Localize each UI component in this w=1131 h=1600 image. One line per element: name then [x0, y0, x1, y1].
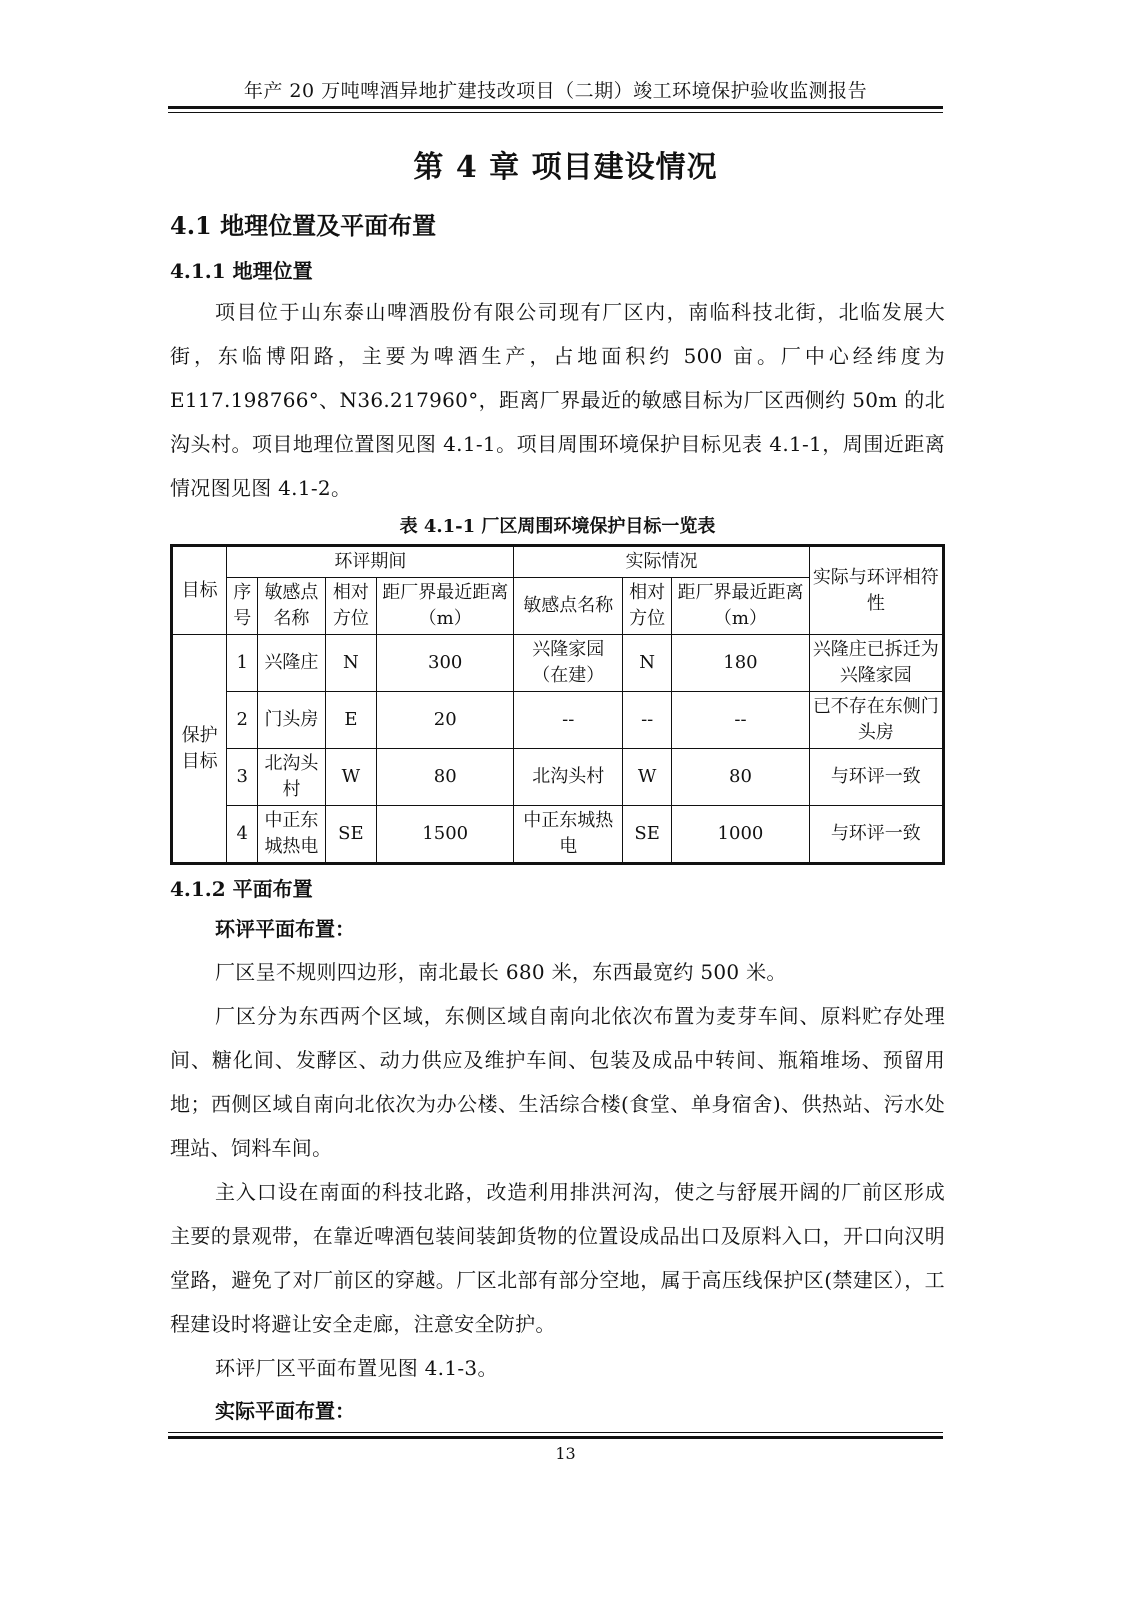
- cell-act-direction: SE: [623, 806, 672, 864]
- cell-eia-direction: N: [325, 635, 376, 692]
- header-compliance: 实际与环评相符性: [809, 546, 943, 635]
- table-row: [172, 635, 944, 692]
- header-eia-direction: 相对方位: [325, 578, 376, 635]
- layout-paragraph: 环评厂区平面布置见图 4.1-3。: [215, 1356, 498, 1380]
- cell-eia-name: 中正东城热电: [258, 806, 326, 864]
- cell-seq: 2: [227, 692, 258, 749]
- cell-act-direction: W: [623, 749, 672, 806]
- footer-rule: [168, 1432, 943, 1439]
- header-act-direction: 相对方位: [623, 578, 672, 635]
- header-act-name: 敏感点名称: [514, 578, 623, 635]
- cell-seq: 3: [227, 749, 258, 806]
- table-row: [172, 692, 944, 749]
- table-row: [172, 806, 944, 864]
- actual-layout-subtitle: 实际平面布置：: [215, 1399, 355, 1423]
- header-rule: [168, 106, 943, 113]
- layout-paragraph: 厂区分为东西两个区域，东侧区域自南向北依次布置为麦芽车间、原料贮存处理间、糖化间、发酵区、动力供应及维护车间、包装及成品中转间、瓶箱堆场、预留用地；西侧区域自南向北依次为办公楼、生活综合楼(食堂、单身宿舍)、供热站、污水处理站、饲料车间。: [170, 1004, 945, 1160]
- cell-act-direction: --: [623, 692, 672, 749]
- cell-eia-name: 兴隆庄: [258, 635, 326, 692]
- cell-eia-distance: 1500: [377, 806, 514, 864]
- cell-eia-distance: 20: [377, 692, 514, 749]
- cell-eia-direction: E: [325, 692, 376, 749]
- cell-compliance: 已不存在东侧门头房: [809, 692, 943, 749]
- header-actual: 实际情况: [514, 546, 809, 578]
- cell-eia-direction: SE: [325, 806, 376, 864]
- cell-eia-distance: 300: [377, 635, 514, 692]
- cell-act-distance: 80: [672, 749, 809, 806]
- layout-paragraph: 厂区呈不规则四边形，南北最长 680 米，东西最宽约 500 米。: [215, 960, 787, 984]
- header-eia-name: 敏感点名称: [258, 578, 326, 635]
- cell-eia-distance: 80: [377, 749, 514, 806]
- group-label: 保护目标: [172, 635, 227, 864]
- cell-act-name: --: [514, 692, 623, 749]
- cell-eia-name: 门头房: [258, 692, 326, 749]
- header-act-distance: 距厂界最近距离（m）: [672, 578, 809, 635]
- section-4-1-title: 4.1 地理位置及平面布置: [170, 211, 437, 240]
- cell-act-name: 中正东城热电: [514, 806, 623, 864]
- header-seq: 序号: [227, 578, 258, 635]
- chapter-title: 第 4 章 项目建设情况: [413, 150, 718, 185]
- cell-act-name: 兴隆家园（在建）: [514, 635, 623, 692]
- cell-act-distance: 180: [672, 635, 809, 692]
- cell-eia-name: 北沟头村: [258, 749, 326, 806]
- section-4-1-1-title: 4.1.1 地理位置: [170, 259, 313, 283]
- page-number: 13: [555, 1444, 576, 1463]
- header-eia-distance: 距厂界最近距离（m）: [377, 578, 514, 635]
- cell-seq: 4: [227, 806, 258, 864]
- protection-targets-table: [170, 544, 945, 865]
- cell-compliance: 兴隆庄已拆迁为兴隆家园: [809, 635, 943, 692]
- table-row: [172, 749, 944, 806]
- cell-act-distance: 1000: [672, 806, 809, 864]
- cell-act-distance: --: [672, 692, 809, 749]
- cell-eia-direction: W: [325, 749, 376, 806]
- location-paragraph: 项目位于山东泰山啤酒股份有限公司现有厂区内，南临科技北街，北临发展大街，东临博阳路，主要为啤酒生产，占地面积约 500 亩。厂中心经纬度为 E117.198766°、N36.217960°，距离厂界最近的敏感目标为厂区西侧约 50m 的北沟头村。项目地理位置图见图 4.1-1。项目周围环境保护目标见表 4.1-1，周围近距离情况图见图 4.1-2。: [170, 300, 945, 500]
- main-content: [170, 200, 945, 1432]
- table-caption: 表 4.1-1 厂区周围环境保护目标一览表: [399, 516, 716, 537]
- page-header: 年产 20 万吨啤酒异地扩建技改项目（二期）竣工环境保护验收监测报告: [243, 80, 868, 102]
- cell-act-direction: N: [623, 635, 672, 692]
- cell-seq: 1: [227, 635, 258, 692]
- header-eia-period: 环评期间: [227, 546, 514, 578]
- layout-paragraph: 主入口设在南面的科技北路，改造利用排洪河沟，使之与舒展开阔的厂前区形成主要的景观带，在靠近啤酒包装间装卸货物的位置设成品出口及原料入口，开口向汉明堂路，避免了对厂前区的穿越。厂区北部有部分空地，属于高压线保护区(禁建区），工程建设时将避让安全走廊，注意安全防护。: [170, 1180, 945, 1336]
- cell-compliance: 与环评一致: [809, 806, 943, 864]
- section-4-1-2-title: 4.1.2 平面布置: [170, 877, 313, 901]
- cell-compliance: 与环评一致: [809, 749, 943, 806]
- eia-layout-subtitle: 环评平面布置：: [215, 917, 355, 941]
- header-target: 目标: [172, 546, 227, 635]
- cell-act-name: 北沟头村: [514, 749, 623, 806]
